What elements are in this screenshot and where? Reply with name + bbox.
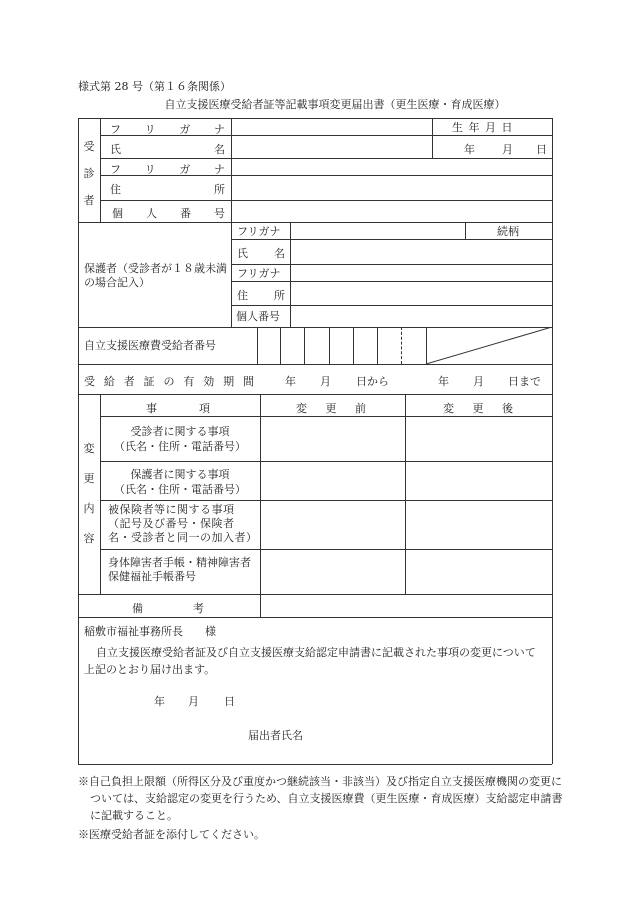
guardian-label: 保護者（受診者が１８歳未満の場合記入） — [84, 262, 227, 289]
dob-fields: 年 月 日 — [464, 143, 547, 156]
patient-name-label: 氏 名 — [110, 143, 225, 156]
dob-header: 生 年 月 日 — [452, 121, 514, 134]
patient-name-input[interactable] — [232, 136, 431, 157]
before-input-2[interactable] — [261, 462, 404, 499]
validity-label: 受 給 者 証 の 有 効 期 間 — [84, 375, 254, 388]
patient-address-label: 住 所 — [110, 183, 225, 196]
declaration-date[interactable]: 年 月 日 — [154, 695, 235, 708]
remarks-input[interactable] — [261, 595, 551, 616]
validity-period[interactable]: 年 月 日から 年 月 日まで — [285, 375, 541, 388]
before-input-4[interactable] — [261, 550, 404, 593]
addressee: 稲敷市福祉事務所長 様 — [84, 625, 216, 638]
guardian-relation-input[interactable] — [466, 223, 551, 238]
remarks-label: 備 考 — [132, 602, 204, 615]
diagonal-slash — [426, 327, 552, 364]
guardian-mynumber-label: 個人番号 — [236, 310, 280, 323]
patient-furigana-input[interactable] — [232, 119, 431, 134]
after-input-2[interactable] — [406, 462, 551, 499]
patient-mynumber-input[interactable] — [232, 201, 551, 221]
patient-furigana2-input[interactable] — [232, 159, 551, 174]
note-2: ※医療受給者証を添付してください。 — [78, 828, 265, 841]
change-row-patient: 受診者に関する事項 （氏名・住所・電話番号） — [114, 425, 246, 453]
header-item: 事 項 — [146, 402, 210, 415]
change-row-handbook: 身体障害者手帳・精神障害者保健福祉手帳番号 — [108, 556, 251, 583]
guardian-furigana-label: フリガナ — [237, 225, 281, 238]
guardian-relation-label: 続柄 — [497, 225, 519, 238]
guardian-name-label: 氏 名 — [237, 247, 285, 260]
recipient-number-label: 自立支援医療費受給者番号 — [84, 339, 216, 352]
guardian-address-label: 住 所 — [237, 289, 285, 302]
signer-input[interactable] — [310, 724, 546, 746]
dob-input[interactable] — [433, 136, 551, 157]
guardian-furigana2-input[interactable] — [291, 265, 551, 280]
after-input-1[interactable] — [406, 417, 551, 460]
declaration-body: 自立支援医療受給者証及び自立支援医療支給認定申請書に記載された事項の変更について上記のとおり届け出ます。 — [84, 646, 536, 676]
note-1: ※自己負担上限額（所得区分及び重度かつ継続該当・非該当）及び指定自立支援医療機関の変更については、支給認定の変更を行うため、自立支援医療費（更生医療・育成医療）支給認定申請書に記載すること。 — [78, 775, 563, 822]
after-input-3[interactable] — [406, 501, 551, 548]
before-input-3[interactable] — [261, 501, 404, 548]
patient-furigana-label: フ リ ガ ナ — [110, 123, 225, 136]
changes-section-label: 変 更 内 容 — [83, 442, 95, 545]
guardian-mynumber-input[interactable] — [291, 306, 551, 326]
signer-label: 届出者氏名 — [248, 729, 303, 742]
patient-section-label: 受 診 者 — [83, 140, 95, 207]
patient-furigana2-label: フ リ ガ ナ — [110, 163, 225, 176]
change-row-guardian: 保護者に関する事項 （氏名・住所・電話番号） — [114, 468, 246, 496]
header-after: 変 更 後 — [443, 402, 513, 415]
patient-address-input[interactable] — [232, 176, 551, 199]
form-number: 様式第 28 号（第１６条関係） — [78, 80, 231, 93]
after-input-4[interactable] — [406, 550, 551, 593]
change-row-insurance: 被保険者等に関する事項（記号及び番号・保険者名・受診者と同一の加入者） — [108, 503, 258, 544]
guardian-furigana-input[interactable] — [291, 223, 464, 238]
before-input-1[interactable] — [261, 417, 404, 460]
recipient-number-input[interactable] — [232, 328, 425, 363]
header-before: 変 更 前 — [296, 402, 366, 415]
guardian-address-input[interactable] — [291, 282, 551, 304]
patient-mynumber-label: 個 人 番 号 — [112, 207, 225, 220]
form-title: 自立支援医療受給者証等記載事項変更届出書（更生医療・育成医療） — [164, 98, 506, 111]
guardian-name-input[interactable] — [291, 240, 551, 263]
guardian-furigana2-label: フリガナ — [237, 267, 281, 280]
